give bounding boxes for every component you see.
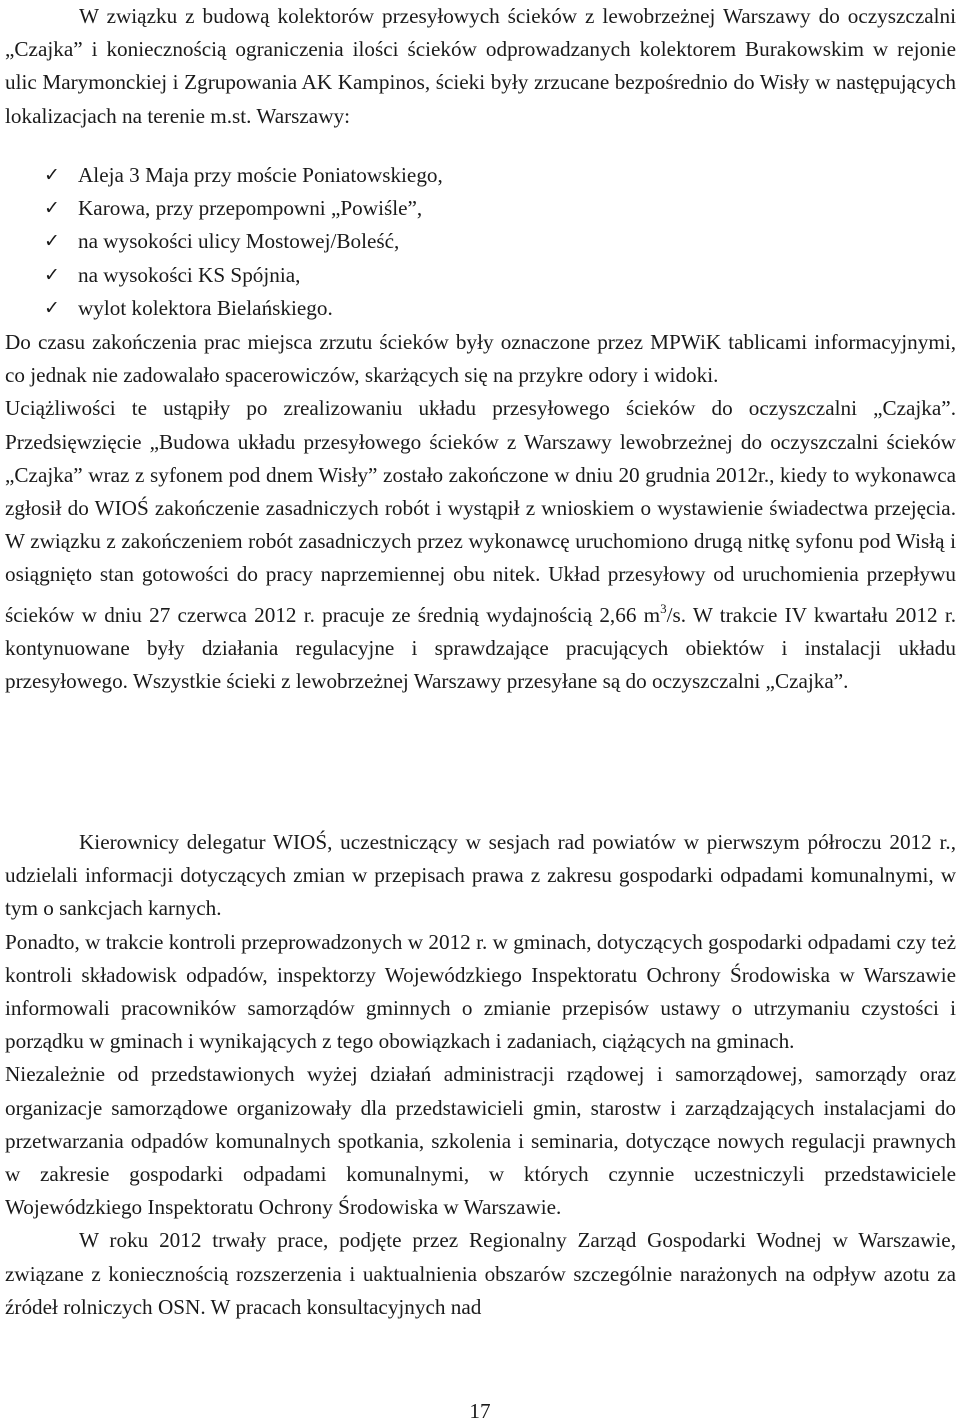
list-item (44, 225, 443, 258)
czajka-text-tail: /s. W trakcie IV kwartału 2012 r. kontynuowane były działania regulacyjne i sprawdzające pracujących obiektów i instalacji układu przesyłowego. Wszystkie ścieki z lewobrzeżnej Warszawy przesyłane są do oczyszczalni „Czajka”. (5, 602, 956, 694)
text-block-intro (5, 0, 956, 133)
checkmark-icon: ✓ (44, 263, 60, 286)
list-item (44, 159, 443, 192)
checkmark-icon: ✓ (44, 296, 60, 319)
list-item-text: na wysokości ulicy Mostowej/Boleść, (78, 229, 400, 254)
paragraph-inspections: Ponadto, w trakcie kontroli przeprowadzonych w 2012 r. w gminach, dotyczących gospodarki odpadami czy też kontroli składowisk odpadów, inspektorzy Wojewódzkiego Inspektoratu Ochrony Środowiska w Warszawie informowali pracowników samorządów gminnych o zmianie przepisów ustawy o utrzymaniu czystości i porządku w gminach i wynikających z tego obowiązkach i zadaniach, ciążących na gminach. (5, 929, 956, 1054)
page-number: 17 (469, 1399, 491, 1423)
cubic-superscript: 3 (660, 600, 667, 616)
list-item (44, 259, 443, 292)
checkmark-icon: ✓ (44, 164, 60, 186)
paragraph-delegations: Kierownicy delegatur WIOŚ, uczestniczący w sesjach rad powiatów w pierwszym półroczu 2012 r., udzielali informacji dotyczących zmian w przepisach prawa z zakresu gospodarki odpadami komunalnymi, w tym o sankcjach karnych. (5, 830, 956, 921)
list-item (44, 292, 443, 325)
list-item-text: Aleja 3 Maja przy moście Poniatowskiego, (78, 163, 443, 187)
discharge-locations-list (44, 159, 443, 325)
list-item-text: na wysokości KS Spójnia, (78, 262, 301, 287)
paragraph-signage: Do czasu zakończenia prac miejsca zrzutu ścieków były oznaczone przez MPWiK tablicami informacyjnymi, co jednak nie zadowalało spacerowiczów, skarżących się na przykre odory i widoki. (5, 330, 956, 388)
checkmark-icon: ✓ (44, 230, 60, 253)
paragraph-training: Niezależnie od przedstawionych wyżej działań administracji rządowej i samorządowej, samorządy oraz organizacje samorządowe organizowały dla przedstawicieli gmin, starostw i zarządzających instalacjami do przetwarzania odpadów komunalnych spotkania, szkolenia i seminaria, dotyczące nowych regulacji prawnych w zakresie gospodarki odpadami komunalnymi, w których czynnie uczestniczyli przedstawiciele Wojewódzkiego Inspektoratu Ochrony Środowiska w Warszawie. (5, 1062, 956, 1220)
list-item-text: Karowa, przy przepompowni „Powiśle”, (78, 196, 423, 221)
text-block-discharge (5, 326, 956, 698)
list-item (44, 192, 443, 225)
checkmark-icon: ✓ (44, 197, 60, 220)
czajka-text: Uciążliwości te ustąpiły po zrealizowaniu układu przesyłowego ścieków do oczyszczalni „Czajka”. Przedsięwzięcie „Budowa układu przesyłowego ścieków z Warszawy lewobrzeżnej do oczyszczalni ścieków „Czajka” wraz z syfonem pod dnem Wisły” zostało zakończone w dniu 20 grudnia 2012r., kiedy to wykonawca zgłosił do WIOŚ zakończenie zasadniczych robót i wystąpił z wnioskiem o wystawienie świadectwa przejęcia. W związku z zakończeniem robót zasadniczych przez wykonawcę uruchomiono drugą nitkę syfonu pod Wisłą i osiągnięto stan gotowości do pracy naprzemiennej obu nitek. Układ przesyłowy od uruchomienia przepływu ścieków w dniu 27 czerwca 2012 r. pracuje ze średnią wydajnością 2,66 m (5, 396, 956, 627)
paragraph-osn: W roku 2012 trwały prace, podjęte przez Regionalny Zarząd Gospodarki Wodnej w Warszawie, związane z koniecznością rozszerzenia i uaktualnienia obszarów szczególnie narażonych na odpływ azotu za źródeł rolniczych OSN. W pracach konsultacyjnych nad (5, 1228, 956, 1319)
list-item-text: wylot kolektora Bielańskiego. (78, 295, 333, 320)
paragraph-czajka (5, 392, 956, 698)
paragraph-collectors: W związku z budową kolektorów przesyłowych ścieków z lewobrzeżnej Warszawy do oczyszczalni „Czajka” i koniecznością ograniczenia ilości ścieków odprowadzanych kolektorem Burakowskim w rejonie ulic Marymonckiej i Zgrupowania AK Kampinos, ścieki były zrzucane bezpośrednio do Wisły w następujących lokalizacjach na terenie m.st. Warszawy: (5, 4, 956, 128)
text-block-waste (5, 826, 956, 1324)
